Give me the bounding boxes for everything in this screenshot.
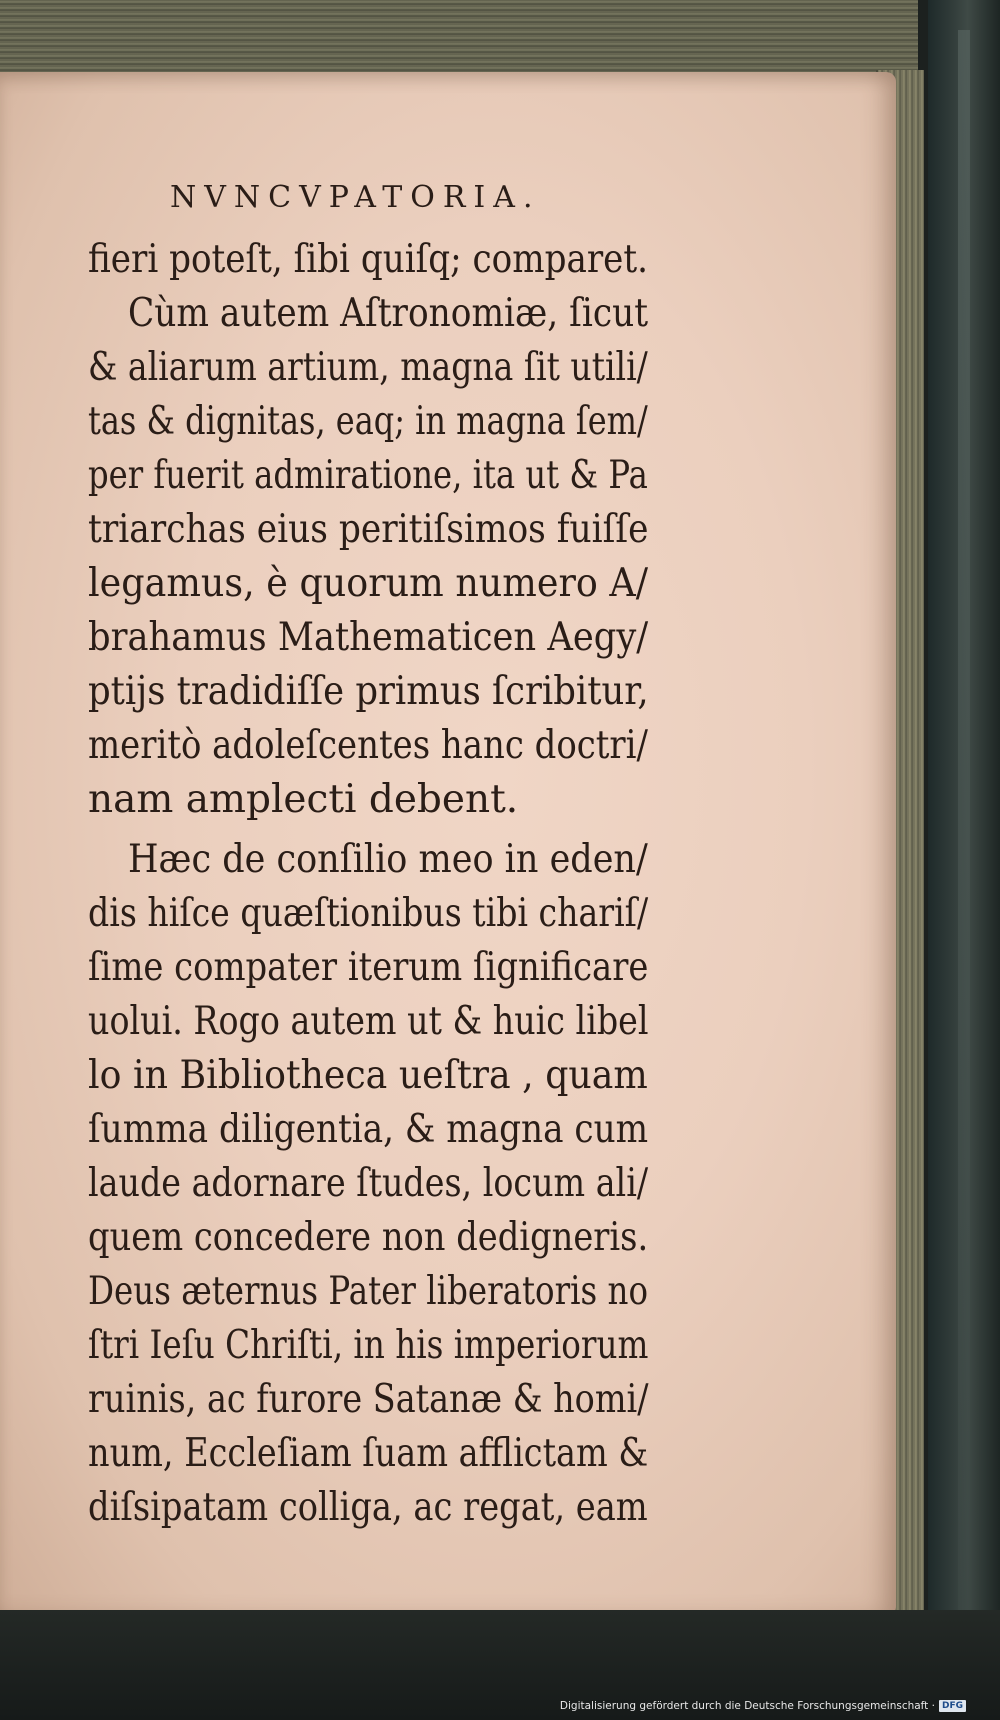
text-line: per fuerit admiratione, ita ut & Pa bbox=[88, 453, 648, 498]
text-line: legamus, è quorum numero A/ bbox=[88, 561, 649, 606]
text-line: & aliarum artium, magna ſit utili/ bbox=[88, 345, 648, 390]
running-head: NVNCVPATORIA. bbox=[170, 180, 541, 215]
text-line: Cùm autem Aſtronomiæ, ſicut bbox=[128, 291, 649, 336]
credit-text: Digitalisierung gefördert durch die Deutsche Forschungsgemeinschaft · bbox=[559, 1700, 935, 1712]
text-line: fieri poteſt, ſibi quiſq; comparet. bbox=[88, 237, 648, 282]
text-line: meritò adoleſcentes hanc doctri/ bbox=[88, 723, 648, 768]
dfg-logo-icon: DFG bbox=[939, 1700, 966, 1712]
text-line: dis hiſce quæſtionibus tibi chariſ/ bbox=[88, 891, 649, 936]
text-line: diſsipatam colliga, ac regat, eam bbox=[88, 1485, 648, 1530]
digitization-credit bbox=[560, 1700, 966, 1712]
text-line: brahamus Mathematicen Aegy/ bbox=[88, 615, 649, 660]
text-line: uolui. Rogo autem ut & huic libel bbox=[88, 999, 649, 1044]
text-line: laude adornare ſtudes, locum ali/ bbox=[88, 1161, 649, 1206]
text-line: ſime compater iterum ſignificare bbox=[88, 945, 649, 990]
text-line: ſumma diligentia, & magna cum bbox=[88, 1107, 649, 1152]
text-line: num, Eccleſiam ſuam afflictam & bbox=[88, 1431, 649, 1476]
text-line: Hæc de conſilio meo in eden/ bbox=[128, 837, 648, 882]
text-line: tas & dignitas, eaq; in magna ſem/ bbox=[88, 399, 648, 444]
text-line: Deus æternus Pater liberatoris no bbox=[88, 1269, 649, 1314]
text-line: lo in Bibliotheca ueſtra , quam bbox=[88, 1053, 648, 1098]
text-line: ptijs tradidiſſe primus ſcribitur, bbox=[88, 669, 649, 714]
text-line: quem concedere non dedigneris. bbox=[88, 1215, 649, 1260]
text-line: nam amplecti debent. bbox=[88, 777, 519, 822]
text-line: triarchas eius peritiſsimos fuiſſe bbox=[88, 507, 649, 552]
text-line: ſtri Ieſu Chriſti, in his imperiorum bbox=[88, 1323, 649, 1368]
text-line: ruinis, ac furore Satanæ & homi/ bbox=[88, 1377, 649, 1422]
cover-highlight bbox=[958, 30, 970, 1630]
